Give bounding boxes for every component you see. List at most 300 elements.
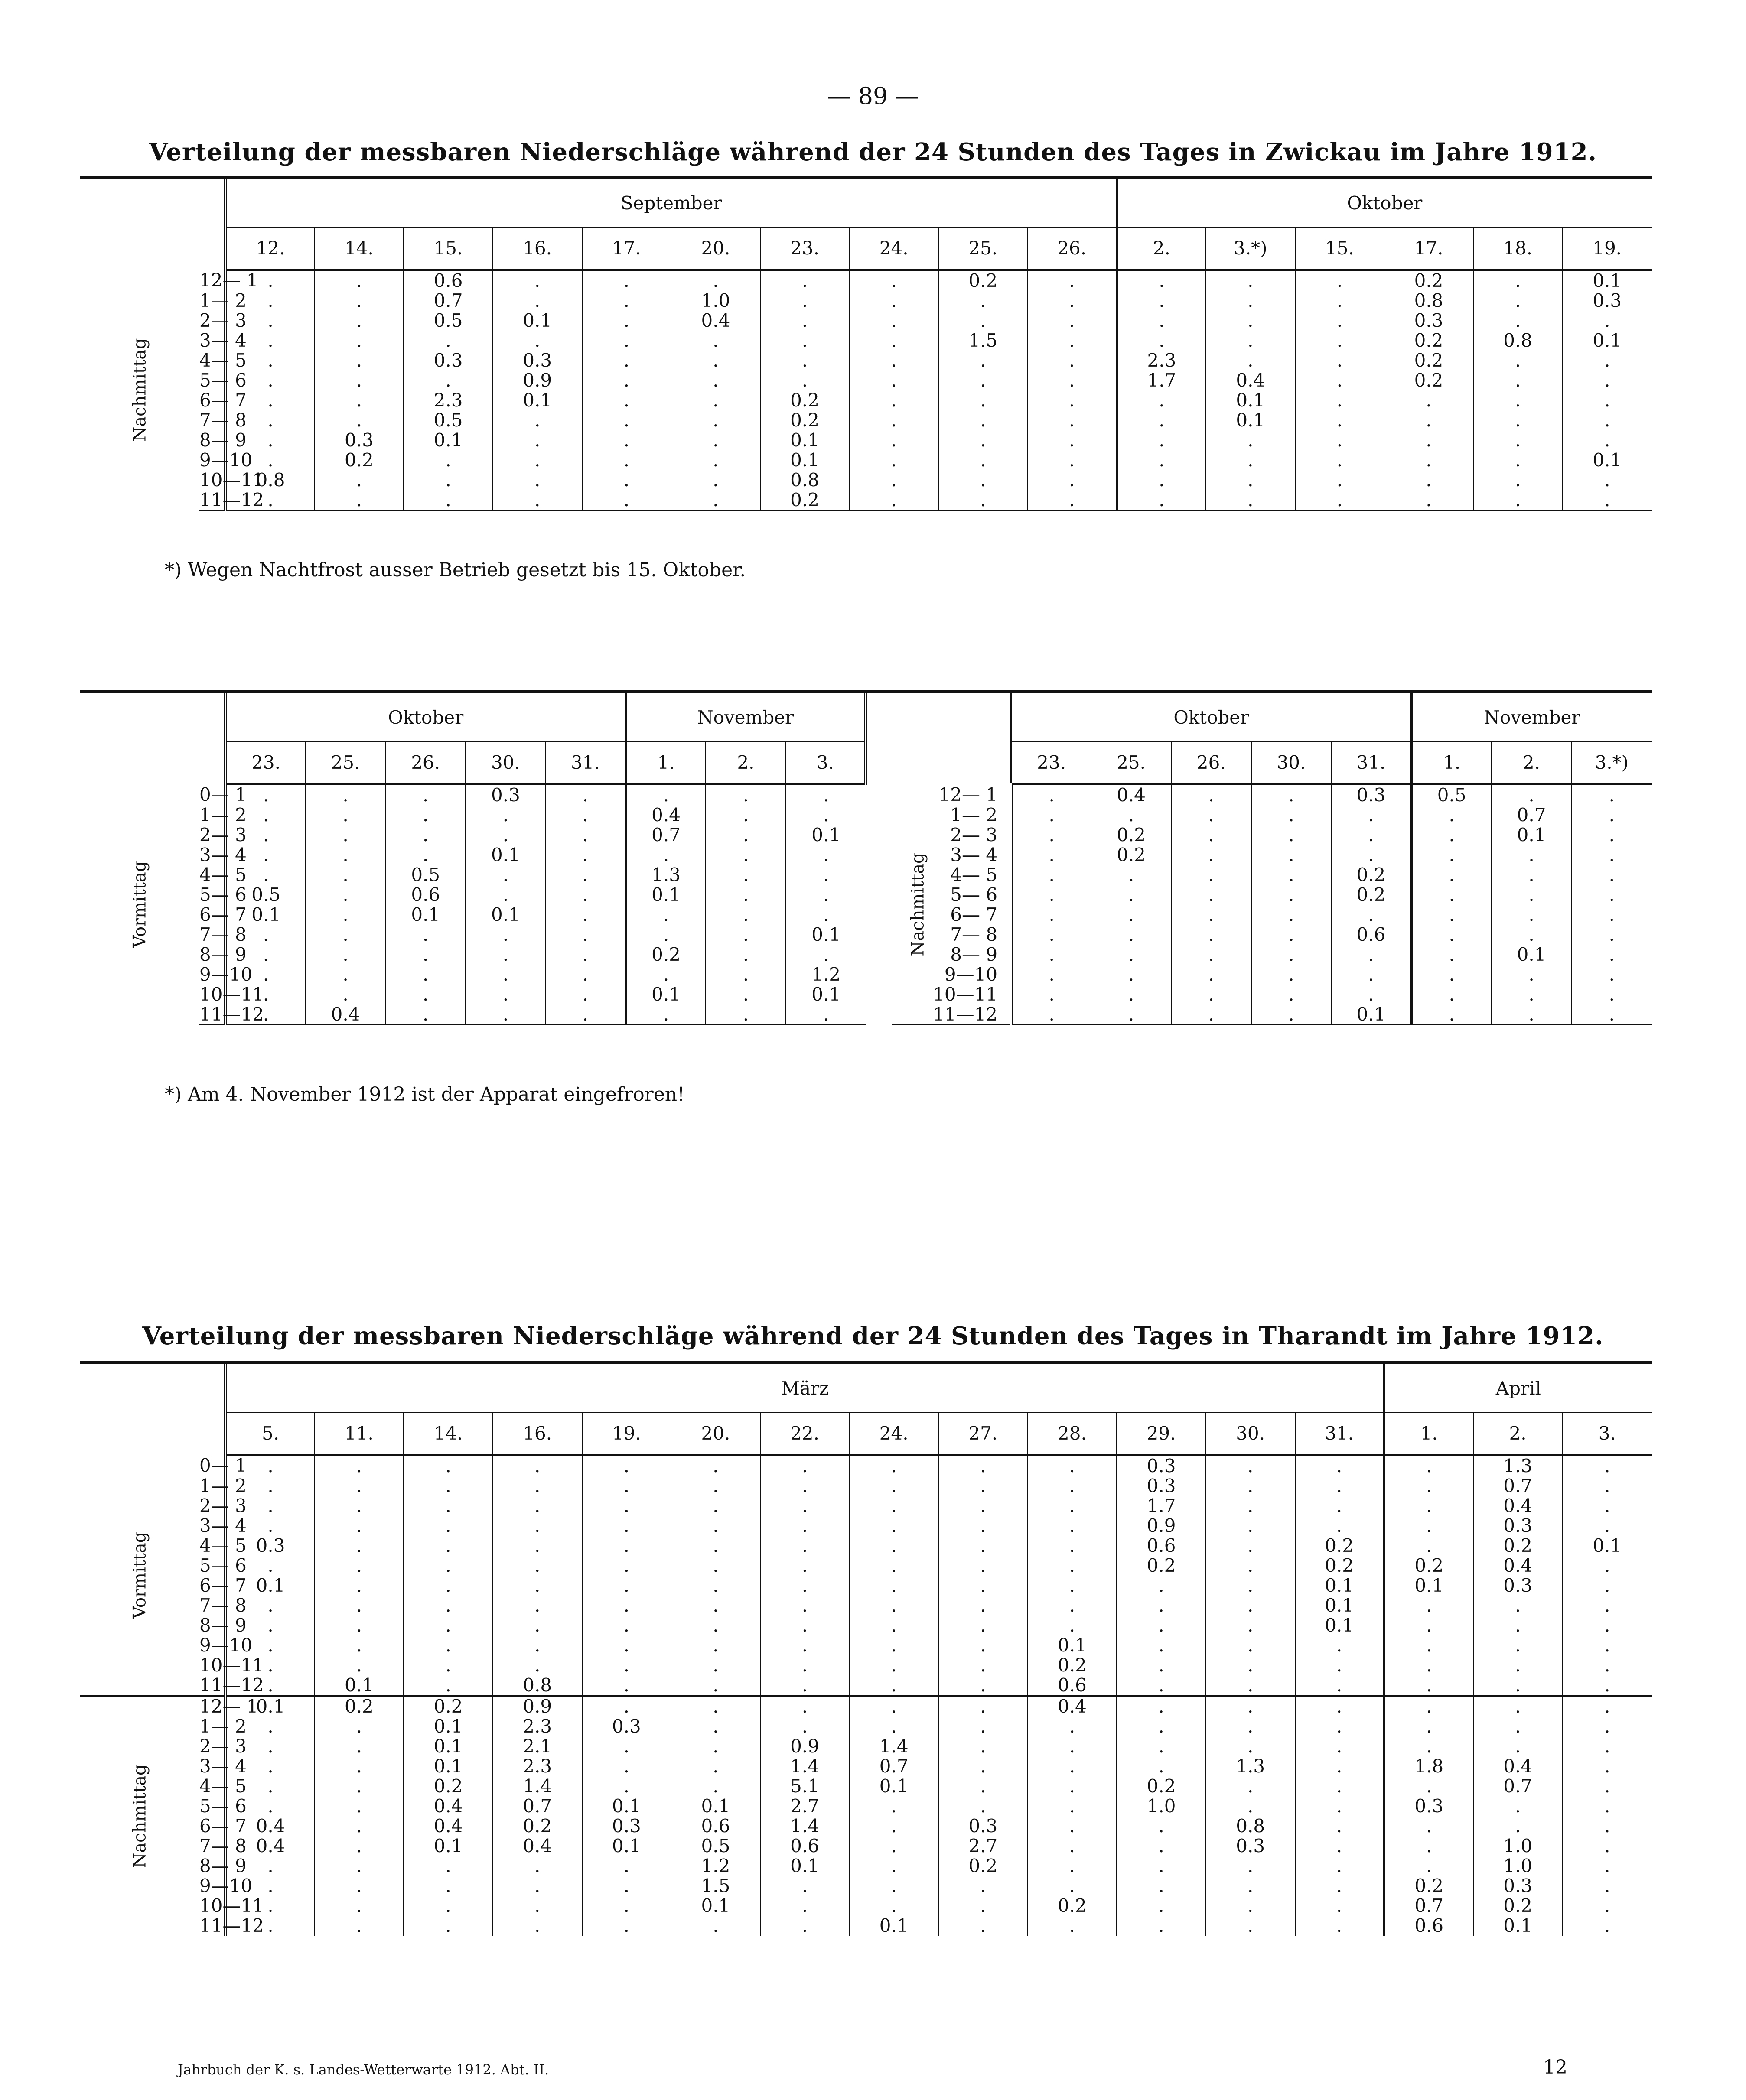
value-cell: 0.2 (1384, 351, 1473, 371)
value-cell: . (671, 430, 760, 450)
value-cell: . (1117, 1675, 1206, 1696)
value-cell: . (706, 925, 786, 945)
value-cell: 0.2 (1384, 331, 1473, 351)
value-cell: . (1117, 1856, 1206, 1876)
value-cell: 0.2 (1295, 1556, 1384, 1576)
value-cell: . (938, 430, 1028, 450)
value-cell: 0.1 (1206, 390, 1295, 410)
value-cell: 0.2 (404, 1696, 493, 1717)
value-cell: 0.1 (466, 845, 546, 865)
value-cell: 0.3 (404, 351, 493, 371)
value-cell: 0.2 (1384, 1876, 1473, 1896)
day-header: 30. (1206, 1412, 1295, 1455)
value-cell: . (582, 1635, 671, 1655)
value-cell: . (1295, 1516, 1384, 1536)
value-cell: . (1473, 270, 1563, 291)
hour-label: 2— 3 (199, 310, 247, 331)
value-cell: 0.1 (1492, 945, 1572, 965)
value-cell: . (938, 1696, 1028, 1717)
value-cell: . (225, 311, 315, 331)
period-label (80, 784, 199, 1025)
value-cell: . (493, 270, 582, 291)
value-cell: . (849, 1556, 938, 1576)
day-header: 14. (315, 227, 404, 270)
value-cell: . (938, 1736, 1028, 1756)
value-cell: . (1473, 470, 1563, 490)
value-cell: . (760, 1576, 850, 1596)
value-cell: 0.8 (493, 1675, 582, 1696)
value-cell: 0.1 (493, 390, 582, 410)
value-cell: . (493, 1476, 582, 1496)
value-cell: . (1562, 410, 1652, 430)
value-cell: . (1473, 1635, 1563, 1655)
value-cell: . (1562, 1635, 1652, 1655)
table-row (80, 470, 1652, 490)
value-cell: . (1571, 885, 1652, 905)
value-cell: . (671, 1496, 760, 1516)
value-cell: . (1117, 1716, 1206, 1736)
value-cell: . (1562, 1876, 1652, 1896)
value-cell: . (225, 351, 315, 371)
value-cell: . (1295, 1476, 1384, 1496)
value-cell: . (671, 1556, 760, 1576)
value-cell: 0.6 (1331, 925, 1411, 945)
value-cell: . (1028, 490, 1117, 510)
value-cell: . (1562, 490, 1652, 510)
value-cell: . (760, 270, 850, 291)
value-cell: . (1171, 845, 1251, 865)
value-cell: . (1206, 1596, 1295, 1616)
value-cell: . (706, 865, 786, 885)
value-cell: . (1411, 945, 1492, 965)
value-cell: . (849, 351, 938, 371)
value-cell: . (1295, 490, 1384, 510)
value-cell: . (546, 905, 626, 925)
value-cell: . (1384, 1516, 1473, 1536)
table-row (80, 1896, 1652, 1916)
value-cell: 1.4 (760, 1756, 850, 1776)
value-cell: . (315, 371, 404, 390)
value-cell: . (1492, 925, 1572, 945)
value-cell: . (404, 1876, 493, 1896)
value-cell: . (849, 1576, 938, 1596)
table-row (80, 1675, 1652, 1696)
value-cell: . (1562, 1896, 1652, 1916)
value-cell: . (1206, 1916, 1295, 1936)
value-cell: . (404, 371, 493, 390)
day-header: 29. (1117, 1412, 1206, 1455)
value-cell: . (1295, 1736, 1384, 1756)
value-cell: . (1117, 291, 1206, 311)
value-cell: . (466, 985, 546, 1004)
value-cell: . (1206, 1796, 1295, 1816)
sheet-number: 12 (1543, 2056, 1567, 2078)
journal-reference: Jahrbuch der K. s. Landes-Wetterwarte 1912. Abt. II. (178, 2061, 549, 2078)
value-cell: 0.2 (1331, 865, 1411, 885)
value-cell: 0.7 (404, 291, 493, 311)
value-cell: . (1251, 784, 1332, 806)
hour-label: 10—11 (892, 985, 1011, 1004)
value-cell: . (582, 1516, 671, 1536)
value-cell: . (1028, 1455, 1117, 1476)
value-cell: . (466, 885, 546, 905)
value-cell: . (1091, 865, 1171, 885)
hour-label: 3— 4 (199, 844, 247, 865)
value-cell: 0.3 (1384, 1796, 1473, 1816)
value-cell: . (225, 925, 306, 945)
day-header: 1. (1411, 741, 1492, 784)
value-cell: . (1171, 825, 1251, 845)
value-cell: . (1562, 430, 1652, 450)
value-cell: . (385, 784, 466, 806)
hour-label: 6— 7 (199, 904, 247, 925)
value-cell: . (938, 1756, 1028, 1776)
value-cell: . (385, 985, 466, 1004)
value-cell: 1.4 (849, 1736, 938, 1756)
value-cell: 0.2 (1384, 1556, 1473, 1576)
value-cell: . (1331, 805, 1411, 825)
value-cell: . (582, 1896, 671, 1916)
value-cell: . (1117, 1916, 1206, 1936)
value-cell: . (938, 1556, 1028, 1576)
value-cell: 0.2 (1384, 270, 1473, 291)
value-cell: . (466, 945, 546, 965)
day-header: 30. (1251, 741, 1332, 784)
value-cell: . (225, 1675, 315, 1696)
value-cell: . (1562, 1716, 1652, 1736)
value-cell: 0.1 (1492, 825, 1572, 845)
value-cell: . (1117, 1596, 1206, 1616)
value-cell: . (1562, 1596, 1652, 1616)
value-cell: . (1473, 1736, 1563, 1756)
value-cell: . (1411, 885, 1492, 905)
value-cell: . (225, 371, 315, 390)
hour-label: 12— 1 (892, 784, 1011, 806)
value-cell: . (315, 1616, 404, 1635)
value-cell: 0.5 (385, 865, 466, 885)
value-cell: . (671, 390, 760, 410)
value-cell: . (1206, 1655, 1295, 1675)
value-cell: . (582, 311, 671, 331)
value-cell: 0.1 (1295, 1596, 1384, 1616)
value-cell: . (1091, 925, 1171, 945)
value-cell: . (493, 1856, 582, 1876)
hour-label: 4— 5 (199, 1535, 247, 1556)
value-cell: . (1117, 1736, 1206, 1756)
value-cell: . (225, 1716, 315, 1736)
value-cell: . (493, 291, 582, 311)
value-cell: . (1011, 965, 1091, 985)
value-cell: . (1384, 470, 1473, 490)
value-cell: 0.6 (1117, 1536, 1206, 1556)
value-cell: . (546, 885, 626, 905)
hour-label: 9—10 (199, 1875, 253, 1896)
value-cell: . (938, 1455, 1028, 1476)
value-cell: . (1384, 1716, 1473, 1736)
value-cell: . (225, 430, 315, 450)
value-cell: . (938, 1616, 1028, 1635)
value-cell: 0.2 (315, 1696, 404, 1717)
value-cell: 0.1 (849, 1776, 938, 1796)
value-cell: . (938, 1576, 1028, 1596)
value-cell: . (671, 371, 760, 390)
day-header: 3. (786, 741, 866, 784)
value-cell: . (1206, 291, 1295, 311)
value-cell: . (760, 1596, 850, 1616)
value-cell: 0.4 (225, 1836, 315, 1856)
value-cell: . (225, 1596, 315, 1616)
value-cell: . (849, 1635, 938, 1655)
value-cell: . (671, 351, 760, 371)
value-cell: . (1251, 865, 1332, 885)
value-cell: . (938, 1655, 1028, 1675)
value-cell: 0.5 (225, 885, 306, 905)
value-cell: . (1384, 390, 1473, 410)
value-cell: 0.4 (493, 1836, 582, 1856)
value-cell: . (1117, 1896, 1206, 1916)
value-cell: . (1295, 1916, 1384, 1936)
value-cell: . (849, 1896, 938, 1916)
day-header: 2. (706, 741, 786, 784)
day-header: 31. (1331, 741, 1411, 784)
value-cell: . (938, 291, 1028, 311)
value-cell: . (849, 430, 938, 450)
table-row (80, 1836, 1652, 1856)
value-cell: . (706, 805, 786, 825)
value-cell: . (306, 865, 386, 885)
value-cell: 0.7 (1473, 1776, 1563, 1796)
value-cell: . (315, 1856, 404, 1876)
value-cell: . (849, 331, 938, 351)
value-cell: . (760, 1455, 850, 1476)
footnote-zwickau-1: *) Wegen Nachtfrost ausser Betrieb gesetzt bis 15. Oktober. (165, 559, 746, 581)
value-cell: 0.2 (760, 410, 850, 430)
value-cell: . (582, 1576, 671, 1596)
value-cell: . (315, 1496, 404, 1516)
value-cell: . (1295, 1776, 1384, 1796)
month-header-maerz: März (225, 1362, 1384, 1412)
value-cell: . (849, 1876, 938, 1896)
value-cell: 0.8 (225, 470, 315, 490)
value-cell: 0.3 (1117, 1455, 1206, 1476)
value-cell: 0.1 (315, 1675, 404, 1696)
value-cell: . (466, 925, 546, 945)
hour-label: 11—12 (199, 1004, 264, 1025)
value-cell: . (1117, 390, 1206, 410)
value-cell: 0.1 (225, 1576, 315, 1596)
value-cell: . (1384, 1776, 1473, 1796)
value-cell: . (225, 825, 306, 845)
value-cell: . (1295, 410, 1384, 430)
value-cell: . (625, 925, 706, 945)
value-cell: . (1011, 1004, 1091, 1025)
value-cell: . (315, 1796, 404, 1816)
value-cell: . (671, 1476, 760, 1496)
month-header-november-right: November (1411, 692, 1652, 741)
value-cell: . (671, 1516, 760, 1536)
value-cell: 0.4 (671, 311, 760, 331)
value-cell: . (315, 1655, 404, 1675)
table-row (80, 1776, 1652, 1796)
value-cell: . (1562, 1776, 1652, 1796)
table-row (80, 490, 1652, 510)
value-cell: 0.7 (1492, 805, 1572, 825)
value-cell: . (671, 470, 760, 490)
value-cell: . (404, 1635, 493, 1655)
value-cell: . (466, 1004, 546, 1025)
value-cell: . (1206, 1536, 1295, 1556)
value-cell: . (315, 1556, 404, 1576)
value-cell: . (938, 1796, 1028, 1816)
hour-label: 6— 7 (199, 1575, 247, 1596)
value-cell: . (1028, 1776, 1117, 1796)
value-cell: 0.2 (625, 945, 706, 965)
value-cell: . (1473, 311, 1563, 331)
value-cell: . (1295, 1716, 1384, 1736)
value-cell: . (1562, 351, 1652, 371)
value-cell: . (760, 1876, 850, 1896)
value-cell: . (404, 1536, 493, 1556)
table-stub (80, 1362, 225, 1455)
hour-label: 10—11 (199, 984, 264, 1005)
value-cell: . (493, 410, 582, 430)
value-cell: . (1473, 1675, 1563, 1696)
day-header: 24. (849, 1412, 938, 1455)
value-cell: . (306, 925, 386, 945)
value-cell: 0.1 (582, 1796, 671, 1816)
table-row (80, 1616, 1652, 1635)
value-cell: 1.3 (1473, 1455, 1563, 1476)
value-cell: . (1384, 1536, 1473, 1556)
value-cell: . (1571, 905, 1652, 925)
value-cell: . (1571, 1004, 1652, 1025)
value-cell: . (315, 1756, 404, 1776)
value-cell: 0.1 (625, 985, 706, 1004)
value-cell: . (225, 1616, 315, 1635)
value-cell: . (1384, 1816, 1473, 1836)
value-cell: 0.1 (671, 1796, 760, 1816)
value-cell: 0.1 (786, 985, 866, 1004)
value-cell: . (546, 965, 626, 985)
value-cell: 0.1 (404, 1836, 493, 1856)
value-cell: . (938, 1596, 1028, 1616)
hour-label: 3— 4 (199, 330, 247, 351)
value-cell: 2.7 (760, 1796, 850, 1816)
value-cell: . (225, 291, 315, 311)
value-cell: . (1028, 351, 1117, 371)
value-cell: . (1295, 1655, 1384, 1675)
value-cell: . (582, 390, 671, 410)
value-cell: . (315, 270, 404, 291)
day-header: 1. (1384, 1412, 1473, 1455)
table-row (80, 965, 1652, 985)
value-cell: 0.2 (315, 450, 404, 470)
value-cell: . (938, 1876, 1028, 1896)
table-row (80, 985, 1652, 1004)
value-cell: . (1562, 1576, 1652, 1596)
day-header: 31. (546, 741, 626, 784)
value-cell: . (1492, 905, 1572, 925)
value-cell: 1.5 (938, 331, 1028, 351)
value-cell: . (582, 371, 671, 390)
value-cell: 0.4 (1028, 1696, 1117, 1717)
day-header: 12. (225, 227, 315, 270)
value-cell: . (1492, 784, 1572, 806)
value-cell: . (1028, 331, 1117, 351)
value-cell: . (849, 1696, 938, 1717)
value-cell: . (582, 1556, 671, 1576)
value-cell: . (1171, 965, 1251, 985)
value-cell: . (1206, 331, 1295, 351)
day-header: 3. (1562, 1412, 1652, 1455)
hour-label: 10—11 (199, 1895, 264, 1916)
value-cell: . (466, 805, 546, 825)
value-cell: . (938, 410, 1028, 430)
value-cell: . (1171, 1004, 1251, 1025)
value-cell: . (404, 470, 493, 490)
day-header: 30. (466, 741, 546, 784)
value-cell: 2.3 (404, 390, 493, 410)
value-cell: . (315, 1596, 404, 1616)
value-cell: . (1206, 270, 1295, 291)
value-cell: . (385, 805, 466, 825)
value-cell: . (225, 1756, 315, 1776)
value-cell: . (1571, 845, 1652, 865)
title-zwickau: Verteilung der messbaren Niederschläge während der 24 Stunden des Tages in Zwickau im Jahre 1912. (149, 138, 1597, 166)
value-cell: 0.6 (385, 885, 466, 905)
value-cell: . (1028, 1736, 1117, 1756)
value-cell: . (1117, 450, 1206, 470)
value-cell: . (1028, 430, 1117, 450)
value-cell: . (1011, 845, 1091, 865)
hour-label: 7— 8 (199, 1835, 247, 1856)
value-cell: . (1206, 1856, 1295, 1876)
value-cell: 0.3 (1331, 784, 1411, 806)
value-cell: . (582, 490, 671, 510)
value-cell: 0.1 (1562, 1536, 1652, 1556)
value-cell: 1.2 (671, 1856, 760, 1876)
value-cell: . (1028, 1616, 1117, 1635)
value-cell: . (1384, 410, 1473, 430)
value-cell: . (306, 805, 386, 825)
value-cell: . (225, 1776, 315, 1796)
value-cell: . (1206, 1896, 1295, 1916)
value-cell: . (938, 311, 1028, 331)
hour-label: 1— 2 (199, 290, 247, 311)
value-cell: 1.5 (671, 1876, 760, 1896)
table-row (80, 390, 1652, 410)
value-cell: . (582, 1916, 671, 1936)
value-cell: . (671, 1536, 760, 1556)
value-cell: . (1492, 845, 1572, 865)
value-cell: . (546, 825, 626, 845)
value-cell: . (1028, 1836, 1117, 1856)
value-cell: 0.2 (1331, 885, 1411, 905)
hour-label: 2— 3 (892, 825, 1011, 845)
value-cell: . (493, 490, 582, 510)
value-cell: . (582, 331, 671, 351)
value-cell: . (849, 1616, 938, 1635)
value-cell: . (1492, 865, 1572, 885)
value-cell: . (404, 1576, 493, 1596)
value-cell: 2.3 (493, 1716, 582, 1736)
value-cell: . (582, 470, 671, 490)
value-cell: . (1206, 1496, 1295, 1516)
value-cell: . (1295, 331, 1384, 351)
value-cell: . (493, 470, 582, 490)
value-cell: . (1011, 825, 1091, 845)
value-cell: . (1384, 490, 1473, 510)
